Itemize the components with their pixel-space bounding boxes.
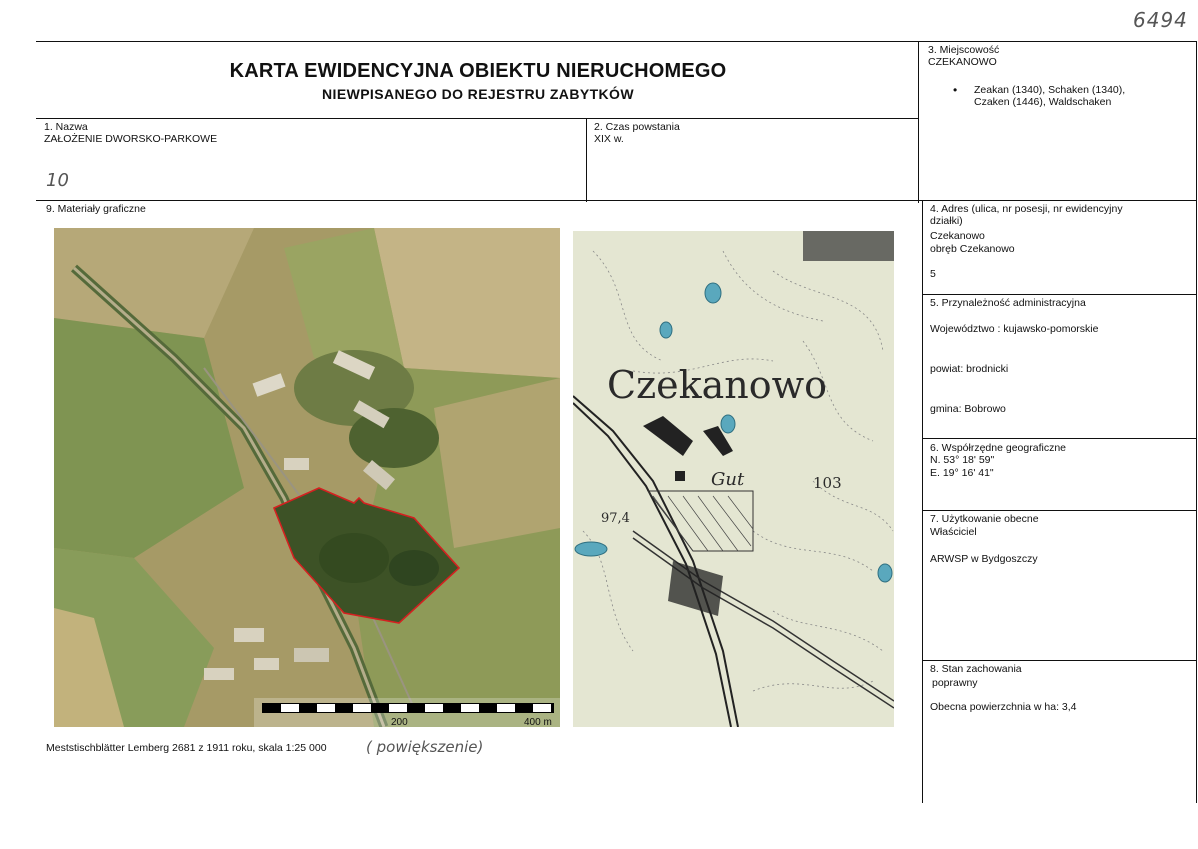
- handwritten-archive-number: 6494: [1133, 8, 1188, 32]
- section-3-label: 3. Miejscowość: [928, 44, 1000, 56]
- divider-s4-s5: [922, 294, 1196, 295]
- owner: ARWSP w Bydgoszczy: [930, 553, 1038, 565]
- owner-label: Właściciel: [930, 526, 977, 538]
- section-4-label-1: 4. Adres (ulica, nr posesji, nr ewidencyjny: [930, 203, 1123, 215]
- section-2-value: XIX w.: [594, 133, 624, 145]
- divider-vertical-12: [586, 118, 587, 202]
- section-1-label: 1. Nazwa: [44, 121, 88, 133]
- divider-s6-s7: [922, 510, 1196, 511]
- divider-vertical-sidebar: [922, 200, 923, 803]
- divider-vertical-main: [918, 41, 919, 203]
- section-6-label: 6. Współrzędne geograficzne: [930, 442, 1066, 454]
- divider-header-bottom: [36, 118, 918, 119]
- wojewodztwo: Województwo : kujawsko-pomorskie: [930, 323, 1099, 335]
- map-height-103: 103: [813, 474, 842, 492]
- section-1-value: ZAŁOŻENIE DWORSKO-PARKOWE: [44, 133, 218, 145]
- page-subtitle: NIEWPISANEGO DO REJESTRU ZABYTKÓW: [322, 86, 634, 102]
- scale-label-mid: 200: [391, 717, 408, 727]
- address-line-1: Czekanowo: [930, 230, 985, 242]
- longitude: E. 19° 16' 41": [930, 467, 994, 479]
- divider-s5-s6: [922, 438, 1196, 439]
- frame-top-line: [36, 41, 1196, 42]
- scale-bar: [262, 703, 554, 713]
- section-5-label: 5. Przynależność administracyjna: [930, 297, 1086, 309]
- frame-right-line: [1196, 41, 1197, 803]
- section-2-label: 2. Czas powstania: [594, 121, 680, 133]
- divider-s7-s8: [922, 660, 1196, 661]
- section-7-label: 7. Użytkowanie obecne: [930, 513, 1039, 525]
- powiat: powiat: brodnicki: [930, 363, 1009, 375]
- bullet-icon: •: [953, 83, 958, 97]
- address-line-2: obręb Czekanowo: [930, 243, 1015, 255]
- map-gut-label: Gut: [711, 469, 745, 490]
- historic-map: [573, 231, 894, 727]
- divider-main-row: [36, 200, 1196, 201]
- area: Obecna powierzchnia w ha: 3,4: [930, 701, 1077, 713]
- map-caption: Meststischblätter Lemberg 2681 z 1911 roku, skala 1:25 000: [46, 742, 327, 754]
- condition-value: poprawny: [932, 677, 978, 689]
- historical-names-1: Zeakan (1340), Schaken (1340),: [974, 84, 1126, 96]
- section-4-label-2: działki): [930, 215, 963, 227]
- map-town-label: Czekanowo: [607, 363, 828, 407]
- gmina: gmina: Bobrowo: [930, 403, 1006, 415]
- section-9-label: 9. Materiały graficzne: [46, 203, 146, 215]
- section-3-value: CZEKANOWO: [928, 56, 997, 68]
- scale-label-end: 400 m: [524, 717, 552, 727]
- section-8-label: 8. Stan zachowania: [930, 663, 1022, 675]
- aerial-photo: [54, 228, 560, 727]
- address-line-3: 5: [930, 268, 936, 280]
- historical-names-2: Czaken (1446), Waldschaken: [974, 96, 1112, 108]
- latitude: N. 53° 18' 59": [930, 454, 995, 466]
- map-height-974: 97,4: [601, 511, 630, 526]
- handwritten-note-1: 10: [46, 170, 69, 191]
- caption-handwritten: ( powiększenie): [366, 738, 484, 756]
- page-title: KARTA EWIDENCYJNA OBIEKTU NIERUCHOMEGO: [229, 60, 727, 82]
